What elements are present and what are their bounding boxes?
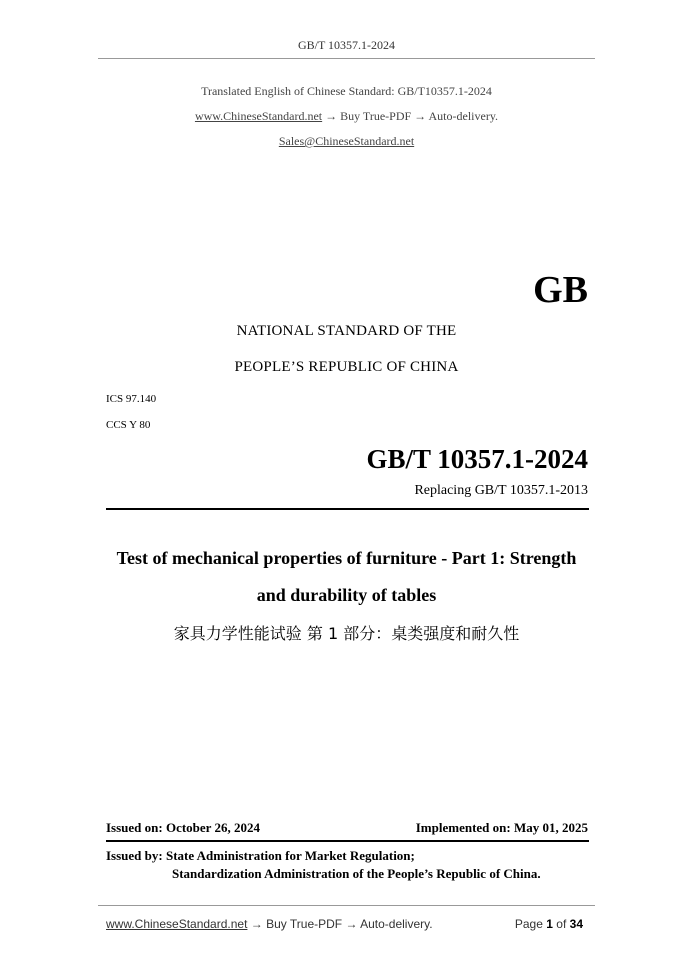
replacing-note: Replacing GB/T 10357.1-2013 (414, 483, 588, 498)
page-label: Page (514, 917, 543, 931)
footer-purchase-line (106, 917, 433, 931)
title-line2: and durability of tables (256, 585, 437, 605)
implemented-on: Implemented on: May 01, 2025 (415, 820, 588, 835)
purchase-text: → Buy True-PDF → Auto-delivery. (322, 109, 499, 123)
sales-email-line (0, 134, 693, 149)
issued-on: Issued on: October 26, 2024 (106, 820, 260, 835)
footer-site-link[interactable]: www.ChineseStandard.net (106, 917, 248, 931)
translation-note: Translated English of Chinese Standard: GB/T10357.1-2024 (201, 84, 492, 98)
page-current: 1 (546, 917, 553, 931)
running-header: GB/T 10357.1-2024 (297, 38, 396, 52)
issue-divider (106, 840, 589, 842)
national-standard-line1: NATIONAL STANDARD OF THE (236, 323, 457, 339)
purchase-line (0, 109, 693, 124)
page-total: 34 (569, 917, 583, 931)
title-chinese: 家具力学性能试验 第 1 部分：桌类强度和耐久性 (173, 624, 520, 643)
gb-mark: GB (533, 269, 588, 311)
footer-divider (98, 905, 595, 906)
sales-email-link[interactable]: Sales@ChineseStandard.net (278, 134, 415, 148)
cover-divider (106, 508, 589, 510)
ccs-code: CCS Y 80 (106, 419, 151, 431)
title-line1: Test of mechanical properties of furniture - Part 1: Strength (116, 548, 577, 568)
page-indicator (515, 917, 583, 931)
standard-code: GB/T 10357.1-2024 (366, 444, 588, 474)
site-link[interactable]: www.ChineseStandard.net (194, 109, 323, 123)
header-divider (98, 58, 595, 59)
ics-code: ICS 97.140 (106, 393, 157, 405)
national-standard-line2: PEOPLE’S REPUBLIC OF CHINA (234, 359, 459, 375)
page-of: of (556, 917, 567, 931)
issued-by-line2: Standardization Administration of the People’s Republic of China. (172, 866, 541, 881)
issued-by-line1: Issued by: State Administration for Market Regulation; (106, 848, 415, 863)
footer-purchase-text: → Buy True-PDF → Auto-delivery. (247, 917, 433, 931)
